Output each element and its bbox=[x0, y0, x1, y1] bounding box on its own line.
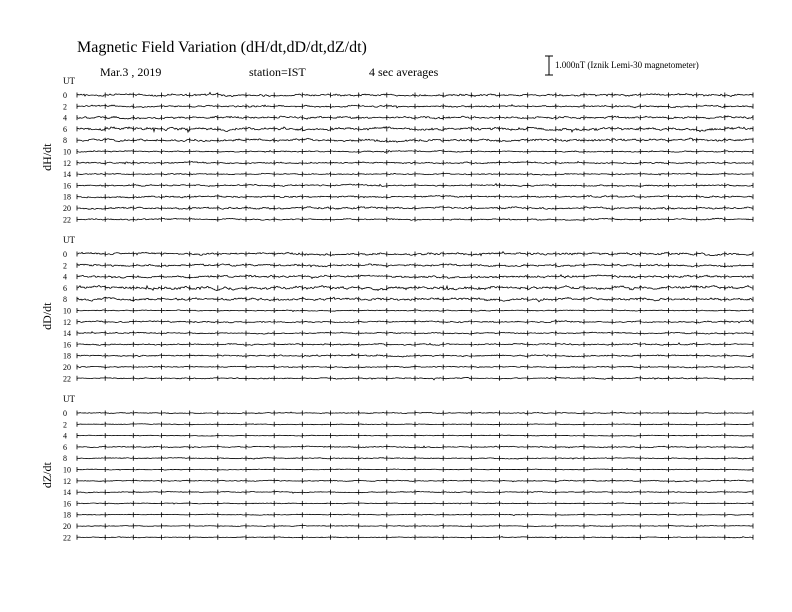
ut-axis-label: UT bbox=[63, 235, 75, 245]
ut-axis-label: UT bbox=[63, 394, 75, 404]
row-label-ut: 22 bbox=[63, 374, 71, 384]
chart-title: Magnetic Field Variation (dH/dt,dD/dt,dZ/dt) bbox=[77, 39, 367, 56]
row-label-ut: 10 bbox=[63, 306, 71, 316]
row-label-ut: 14 bbox=[63, 488, 71, 498]
row-label-ut: 12 bbox=[63, 158, 71, 168]
row-label-ut: 20 bbox=[63, 522, 71, 531]
row-label-ut: 4 bbox=[63, 272, 67, 282]
row-label-ut: 6 bbox=[63, 442, 67, 452]
row-label-ut: 0 bbox=[63, 409, 67, 418]
row-label-ut: 4 bbox=[63, 113, 67, 123]
row-label-ut: 8 bbox=[63, 136, 67, 146]
row-label-ut: 2 bbox=[63, 261, 67, 271]
row-label-ut: 6 bbox=[63, 124, 67, 134]
ut-axis-label: UT bbox=[63, 76, 75, 86]
panel-ylabel: dZ/dt bbox=[40, 462, 54, 489]
averaging-label: 4 sec averages bbox=[369, 65, 439, 79]
row-label-ut: 14 bbox=[63, 170, 71, 180]
observation-date: Mar.3 , 2019 bbox=[100, 65, 162, 79]
row-label-ut: 8 bbox=[63, 454, 67, 464]
scale-bar bbox=[545, 56, 553, 75]
row-label-ut: 14 bbox=[63, 329, 71, 339]
row-label-ut: 2 bbox=[63, 420, 67, 430]
panel-dz-dt bbox=[40, 394, 753, 542]
row-label-ut: 2 bbox=[63, 102, 67, 112]
row-label-ut: 22 bbox=[63, 215, 71, 225]
row-label-ut: 0 bbox=[63, 91, 67, 100]
row-label-ut: 10 bbox=[63, 147, 71, 157]
row-label-ut: 12 bbox=[63, 317, 71, 327]
station-label: station=IST bbox=[249, 65, 306, 79]
scale-bar-label: 1.000nT (Iznik Lemi-30 magnetometer) bbox=[555, 60, 699, 70]
row-label-ut: 6 bbox=[63, 283, 67, 293]
row-label-ut: 8 bbox=[63, 295, 67, 305]
row-label-ut: 4 bbox=[63, 431, 67, 441]
row-label-ut: 16 bbox=[63, 181, 71, 191]
row-label-ut: 18 bbox=[63, 192, 71, 202]
row-label-ut: 0 bbox=[63, 250, 67, 259]
row-label-ut: 16 bbox=[63, 340, 71, 350]
panel-ylabel: dD/dt bbox=[40, 302, 54, 330]
row-label-ut: 22 bbox=[63, 533, 71, 543]
panel-ylabel: dH/dt bbox=[40, 143, 54, 171]
row-label-ut: 20 bbox=[63, 204, 71, 213]
row-label-ut: 18 bbox=[63, 351, 71, 361]
row-label-ut: 16 bbox=[63, 499, 71, 509]
row-label-ut: 18 bbox=[63, 510, 71, 520]
row-label-ut: 12 bbox=[63, 476, 71, 486]
panel-dd-dt bbox=[40, 235, 753, 383]
row-label-ut: 10 bbox=[63, 465, 71, 475]
panel-dh-dt bbox=[40, 76, 753, 224]
row-label-ut: 20 bbox=[63, 363, 71, 372]
